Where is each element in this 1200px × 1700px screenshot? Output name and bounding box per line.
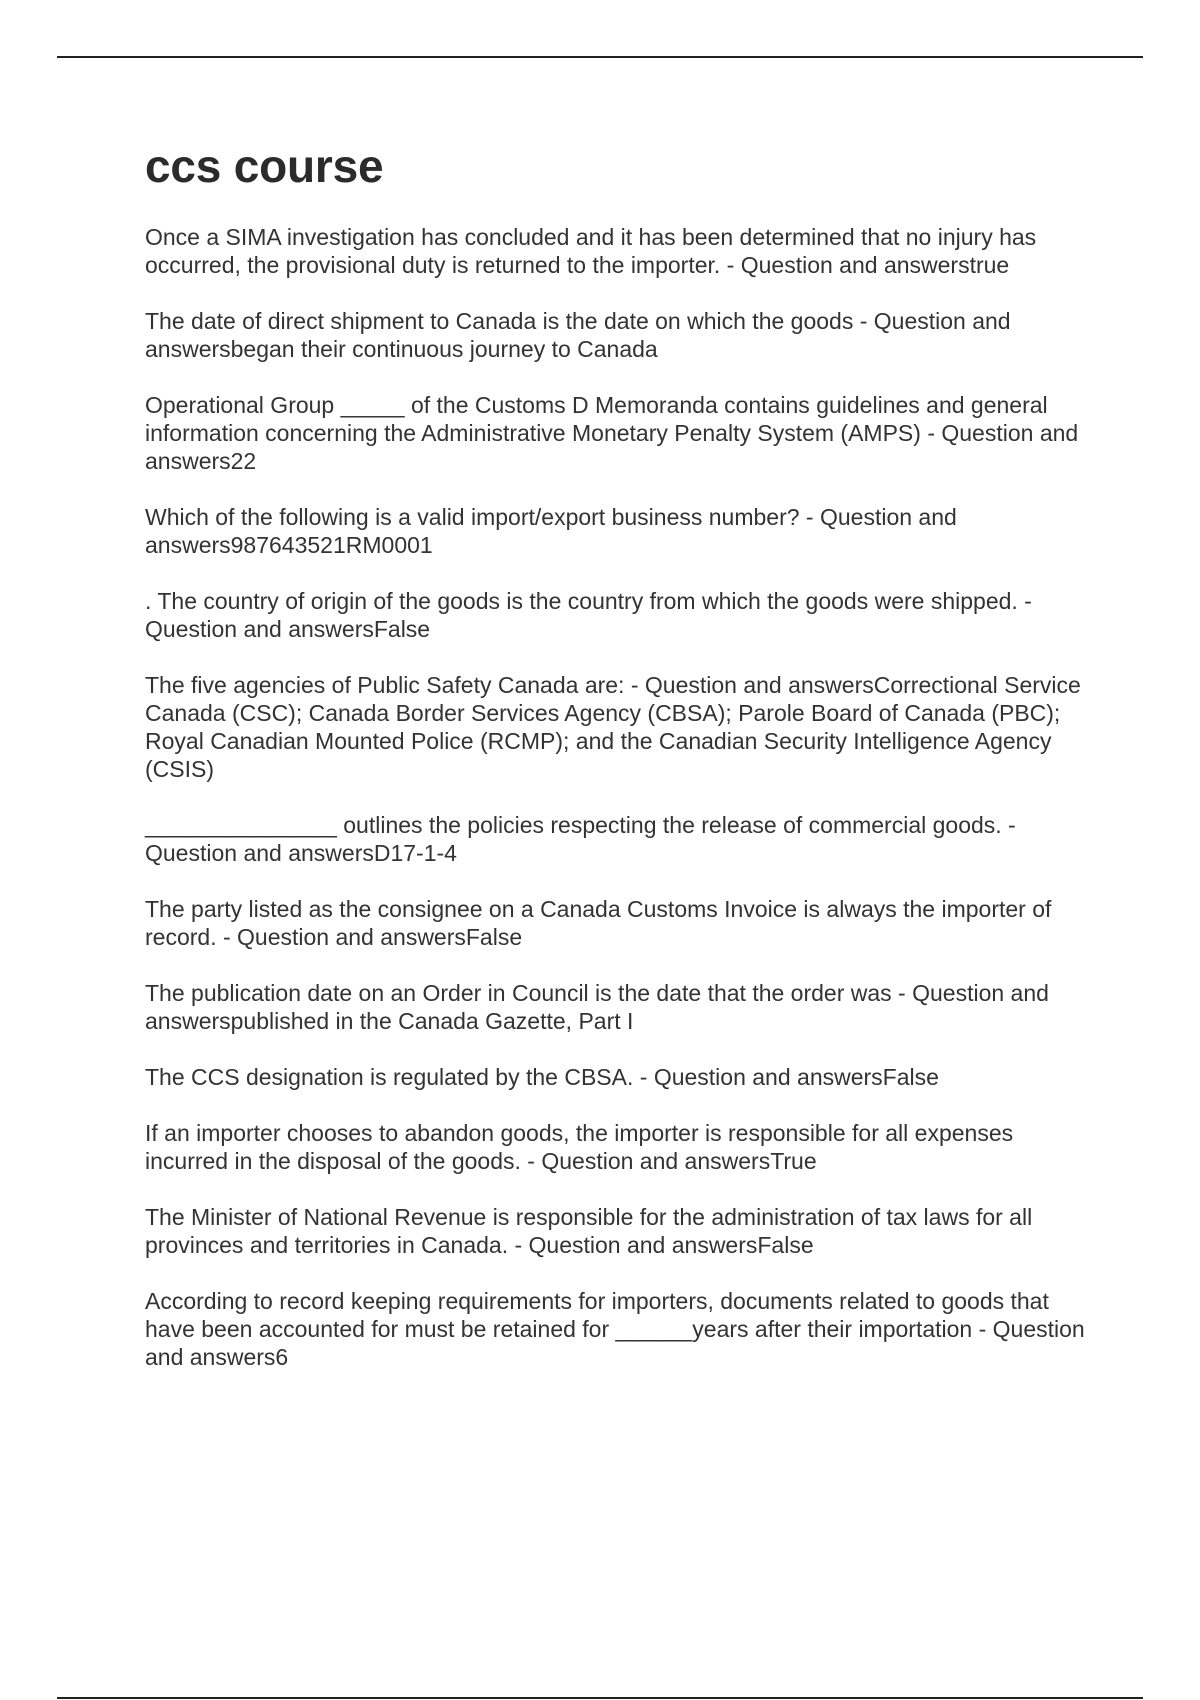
qa-item: The party listed as the consignee on a Canada Customs Invoice is always the importer of record. - Question and answersFalse <box>145 895 1052 950</box>
qa-item: Once a SIMA investigation has concluded and it has been determined that no injury has occurred, the provisional duty is returned to the importer. - Question and answerstrue <box>145 223 1037 278</box>
qa-item: Which of the following is a valid import/export business number? - Question and answers987643521RM0001 <box>145 503 957 558</box>
qa-item: . The country of origin of the goods is the country from which the goods were shipped. - Question and answersFalse <box>145 587 1032 642</box>
document-title: ccs course <box>145 140 384 192</box>
qa-item: _______________ outlines the policies respecting the release of commercial goods. - Question and answersD17-1-4 <box>145 811 1016 866</box>
qa-item: The publication date on an Order in Council is the date that the order was - Question and answerspublished in the Canada Gazette, Part I <box>145 979 1049 1034</box>
qa-item: According to record keeping requirements for importers, documents related to goods that have been accounted for must be retained for ______years after their importation - Question and answers6 <box>145 1287 1085 1370</box>
document-body <box>145 140 1095 1399</box>
top-rule <box>57 56 1143 58</box>
qa-item: The five agencies of Public Safety Canada are: - Question and answersCorrectional Service Canada (CSC); Canada Border Services Agency (CBSA); Parole Board of Canada (PBC); Royal Canadian Mounted Police (RCMP); and the Canadian Security Intelligence Agency (CSIS) <box>145 671 1081 782</box>
qa-item: The date of direct shipment to Canada is the date on which the goods - Question and answersbegan their continuous journey to Canada <box>145 307 1011 362</box>
qa-item: Operational Group _____ of the Customs D Memoranda contains guidelines and general information concerning the Administrative Monetary Penalty System (AMPS) - Question and answers22 <box>145 391 1079 474</box>
qa-list <box>145 223 1095 1371</box>
qa-item: The CCS designation is regulated by the CBSA. - Question and answersFalse <box>145 1063 939 1090</box>
qa-item: If an importer chooses to abandon goods, the importer is responsible for all expenses incurred in the disposal of the goods. - Question and answersTrue <box>145 1119 1014 1174</box>
bottom-rule <box>57 1697 1143 1699</box>
qa-item: The Minister of National Revenue is responsible for the administration of tax laws for all provinces and territories in Canada. - Question and answersFalse <box>145 1203 1033 1258</box>
